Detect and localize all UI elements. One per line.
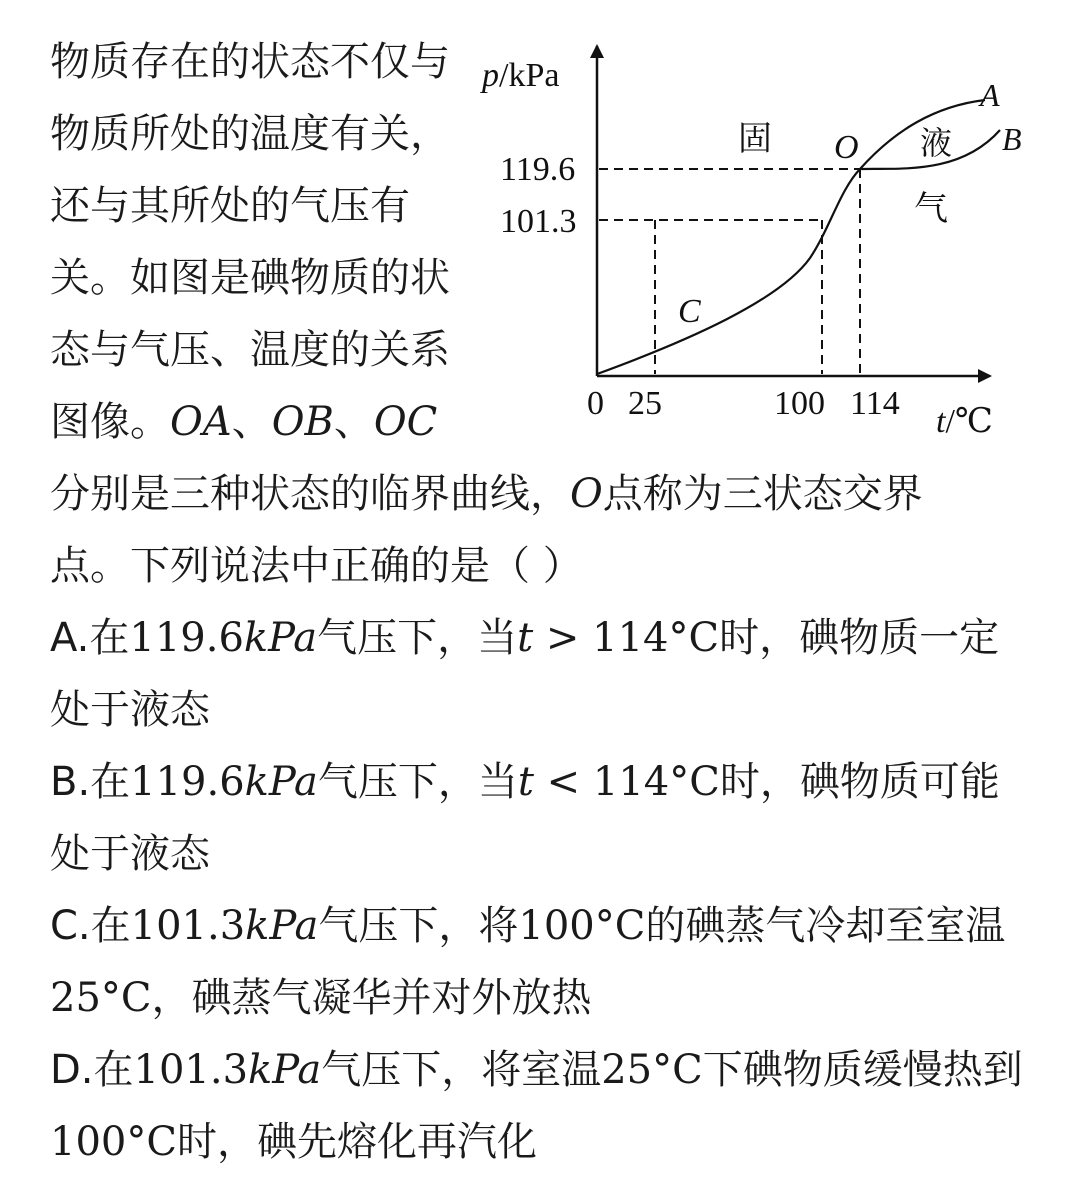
option-a (50, 616, 999, 660)
point-a: A (980, 77, 1000, 113)
region-solid: 固 (738, 119, 772, 159)
option-a-temp: 114°C (592, 615, 720, 661)
phase-diagram (470, 30, 1030, 450)
option-a-var: t (517, 615, 534, 661)
curve-ob: OB (271, 399, 334, 445)
option-a-mid: 气压下，当 (317, 615, 518, 661)
x-axis-label: t/℃ (936, 403, 993, 440)
option-b-temp: 114°C (592, 759, 720, 805)
x-tick-114: 114 (850, 385, 900, 422)
option-b (50, 760, 1000, 804)
point-o: O (834, 129, 859, 166)
intro-line-2: 物质所处的温度有关， (50, 111, 450, 157)
y-tick-119-6: 119.6 (500, 151, 576, 188)
option-d-mid: 气压下，将室温 (321, 1047, 602, 1093)
option-a-prefix: A.在 (50, 615, 130, 661)
option-b-op: < (533, 759, 593, 805)
intro-line-6-text: 图像。 (50, 399, 170, 445)
option-d-pressure: 101.3 (133, 1047, 249, 1093)
option-c-pressure: 101.3 (130, 903, 246, 949)
option-b-prefix: B.在 (50, 759, 131, 805)
option-b-unit: kPa (244, 759, 318, 805)
option-d-tail: 下碘物质缓慢热到 (702, 1047, 1023, 1093)
x-tick-100: 100 (774, 385, 825, 422)
option-c (50, 904, 1005, 948)
separator: 、 (333, 399, 374, 445)
point-o-ref: O (570, 471, 603, 517)
curve-oc: OC (373, 399, 438, 445)
separator: 、 (231, 399, 272, 445)
region-gas: 气 (914, 189, 948, 229)
curve-oc-line (597, 169, 860, 374)
option-b-tail: 时，碘物质可能 (719, 759, 1000, 805)
option-a-tail: 时，碘物质一定 (719, 615, 1000, 661)
line7-post: 点称为三状态交界 (602, 471, 923, 517)
y-axis-label: p/kPa (482, 57, 560, 94)
intro-line-4: 关。如图是碘物质的状 (50, 255, 450, 301)
option-c-cont (50, 976, 592, 1020)
option-c-prefix: C.在 (50, 903, 131, 949)
option-b-var: t (517, 759, 534, 805)
option-c-unit: kPa (245, 903, 319, 949)
body-line-8: 点。下列说法中正确的是（ ） (50, 543, 583, 589)
x-tick-25: 25 (628, 385, 662, 422)
intro-line-3: 还与其所处的气压有 (50, 183, 410, 229)
option-c-mid: 气压下，将 (318, 903, 519, 949)
intro-line-6 (50, 400, 437, 444)
option-b-mid: 气压下，当 (317, 759, 518, 805)
option-a-cont: 处于液态 (50, 687, 210, 733)
option-d-temp: 25°C (601, 1047, 703, 1093)
curve-oa: OA (170, 399, 232, 445)
body-line-7 (50, 472, 923, 516)
option-d-prefix: D.在 (50, 1047, 134, 1093)
option-b-pressure: 119.6 (130, 759, 245, 805)
option-d-cont-temp: 100°C (50, 1119, 177, 1165)
option-b-cont: 处于液态 (50, 831, 210, 877)
option-c-temp: 100°C (518, 903, 646, 949)
y-tick-101-3: 101.3 (500, 203, 577, 240)
point-c: C (678, 293, 701, 330)
intro-line-1: 物质存在的状态不仅与 (50, 39, 450, 85)
region-liquid: 液 (920, 124, 953, 162)
option-c-tail: 的碘蒸气冷却至室温 (645, 903, 1006, 949)
option-a-unit: kPa (243, 615, 318, 661)
option-c-cont-text: ，碘蒸气凝华并对外放热 (151, 975, 592, 1021)
option-d-cont-text: 时，碘先熔化再汽化 (176, 1119, 537, 1165)
line7-pre: 分别是三种状态的临界曲线， (50, 471, 570, 517)
option-d-cont (50, 1120, 537, 1164)
option-d-unit: kPa (248, 1047, 322, 1093)
point-b: B (1002, 121, 1022, 157)
x-tick-0: 0 (587, 385, 604, 422)
option-a-op: > (533, 615, 593, 661)
intro-line-5: 态与气压、温度的关系 (50, 327, 450, 373)
option-d (50, 1048, 1023, 1092)
option-c-cont-temp: 25°C (50, 975, 152, 1021)
option-a-pressure: 119.6 (129, 615, 244, 661)
